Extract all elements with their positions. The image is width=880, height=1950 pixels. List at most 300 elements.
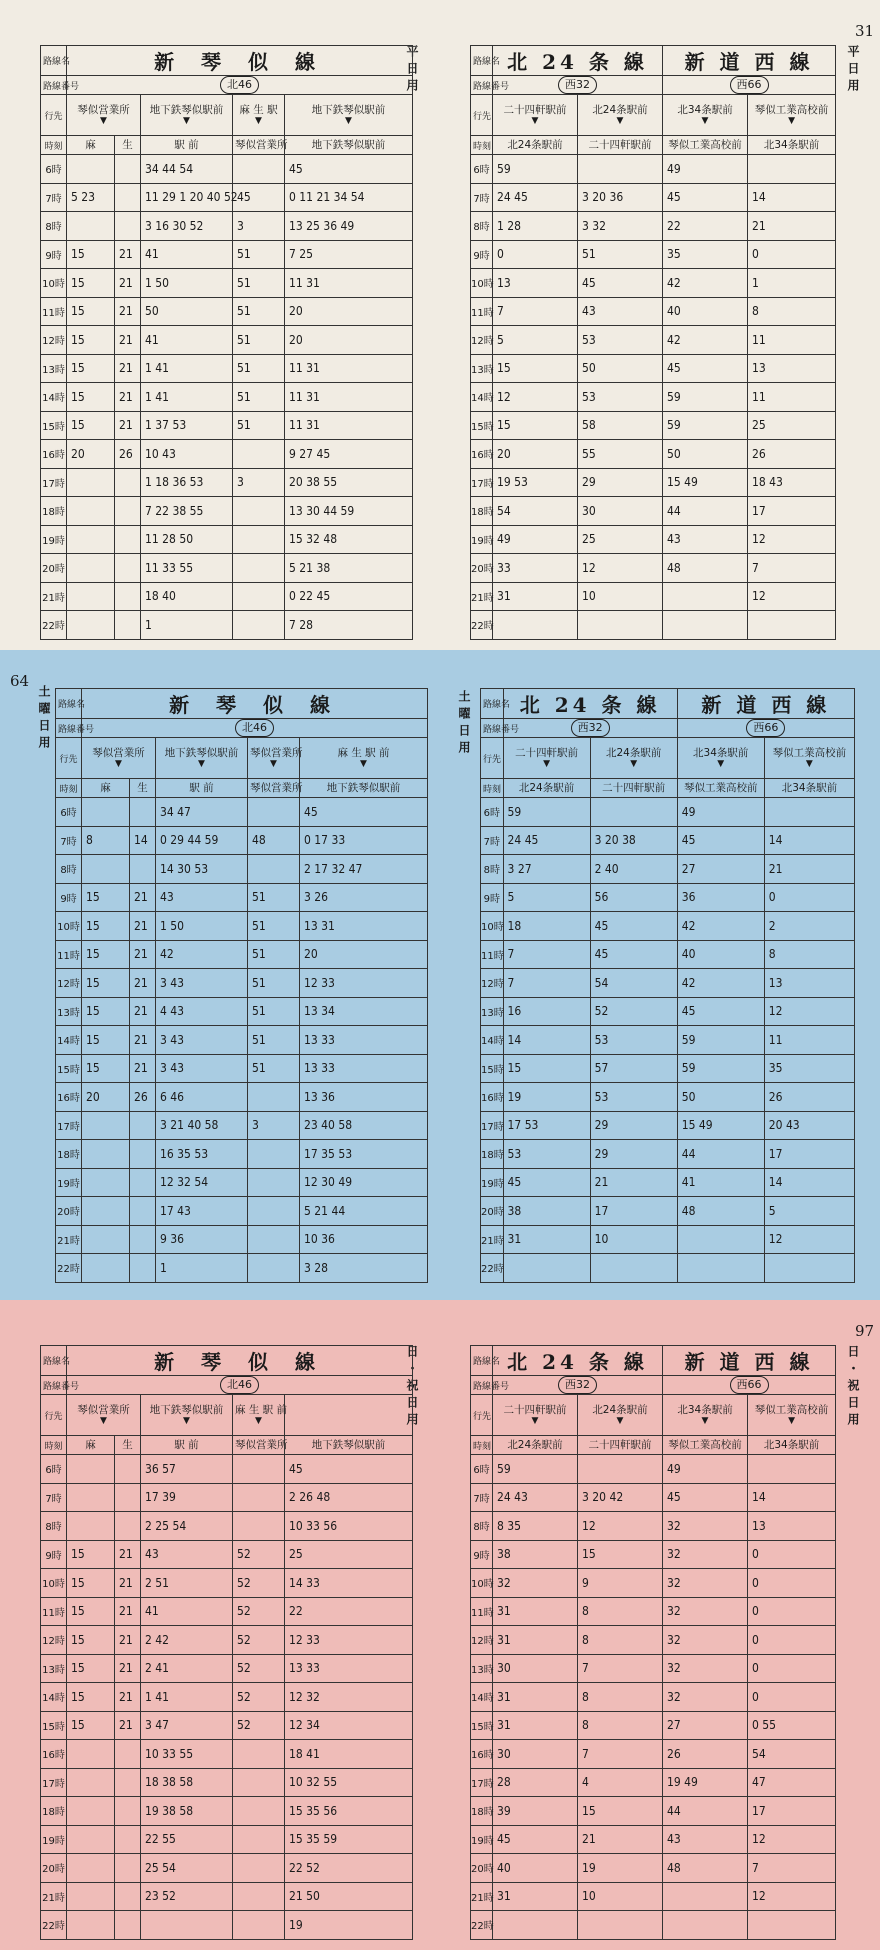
hour-cell: 16時: [41, 1740, 67, 1769]
destination-sub-1: 麻: [67, 136, 115, 155]
departure-minutes: 0: [493, 240, 578, 269]
hour-label-header: 時刻: [41, 1436, 67, 1455]
departure-minutes: 25: [578, 525, 663, 554]
departure-minutes: 28: [493, 1768, 578, 1797]
destination-sub-5: 地下鉄琴似駅前: [300, 779, 428, 798]
hour-cell: 19時: [56, 1168, 82, 1197]
departure-minutes: [748, 1455, 836, 1484]
departure-minutes: 27: [677, 855, 764, 884]
timetable-row: [56, 1083, 428, 1112]
departure-minutes: 42: [663, 326, 748, 355]
departure-minutes: 3 27: [503, 855, 590, 884]
departure-minutes: 50: [663, 440, 748, 469]
departure-minutes: 59: [663, 411, 748, 440]
departure-minutes: 51: [578, 240, 663, 269]
hour-cell: 13時: [481, 997, 504, 1026]
route-badge: 西32: [558, 1376, 597, 1394]
departure-minutes: 50: [578, 354, 663, 383]
departure-minutes: [233, 582, 285, 611]
hour-cell: 20時: [41, 554, 67, 583]
hour-cell: 14時: [41, 383, 67, 412]
departure-minutes: 32: [663, 1654, 748, 1683]
timetable-row: [471, 1825, 836, 1854]
departure-minutes: 22 52: [285, 1854, 413, 1883]
departure-minutes: 21: [130, 1054, 156, 1083]
timetable-row: [41, 383, 413, 412]
departure-minutes: 3 26: [300, 883, 428, 912]
destination-label-header: 行先: [471, 95, 493, 136]
departure-minutes: [67, 212, 115, 241]
departure-minutes: 15: [67, 1683, 115, 1712]
departure-minutes: [141, 1911, 233, 1940]
departure-minutes: 15: [493, 354, 578, 383]
destination-2: [590, 738, 677, 779]
departure-minutes: 21: [590, 1168, 677, 1197]
timetable-row: [471, 240, 836, 269]
timetable-row: [41, 1825, 413, 1854]
destination-label-header: 行先: [481, 738, 504, 779]
destination-sub-1: 北24条駅前: [493, 1436, 578, 1455]
timetable-row: [471, 354, 836, 383]
route-name-b: 新 道 西 線: [663, 1346, 836, 1376]
route-name: 新 琴 似 線: [67, 46, 413, 76]
departure-minutes: [493, 1911, 578, 1940]
departure-minutes: 51: [248, 940, 300, 969]
destination-sub-5: 地下鉄琴似駅前: [285, 1436, 413, 1455]
route-badge: 西66: [730, 1376, 769, 1394]
hour-cell: 9時: [56, 883, 82, 912]
timetable-row: [471, 1854, 836, 1883]
timetable-row: [471, 525, 836, 554]
departure-minutes: 51: [248, 912, 300, 941]
departure-minutes: 5 23: [67, 183, 115, 212]
timetable-row: [481, 1168, 855, 1197]
destination-row: [56, 738, 428, 779]
departure-minutes: [248, 1254, 300, 1283]
hour-cell: 14時: [471, 1683, 493, 1712]
departure-minutes: [663, 1911, 748, 1940]
departure-minutes: [115, 582, 141, 611]
hour-cell: 18時: [41, 1797, 67, 1826]
destination-sub-2: 生: [115, 136, 141, 155]
route-name-label: 路線名: [41, 1346, 67, 1376]
destination-4: [285, 95, 413, 136]
departure-minutes: 0 22 45: [285, 582, 413, 611]
timetable-row: [41, 554, 413, 583]
departure-minutes: 3: [233, 212, 285, 241]
departure-minutes: 58: [578, 411, 663, 440]
departure-minutes: 21 50: [285, 1882, 413, 1911]
destination-label: 北34条駅前: [677, 1404, 733, 1416]
route-badge: 北46: [220, 1376, 259, 1394]
departure-minutes: 0 55: [748, 1711, 836, 1740]
departure-minutes: 18 41: [285, 1740, 413, 1769]
departure-minutes: 26: [764, 1083, 854, 1112]
destination-sub-1: 北24条駅前: [493, 136, 578, 155]
departure-minutes: 5 21 44: [300, 1197, 428, 1226]
departure-minutes: 25: [285, 1540, 413, 1569]
departure-minutes: 31: [493, 1683, 578, 1712]
destination-2: [141, 1395, 233, 1436]
departure-minutes: 33: [493, 554, 578, 583]
departure-minutes: 11 31: [285, 269, 413, 298]
timetable-row: [481, 997, 855, 1026]
departure-minutes: [248, 798, 300, 827]
departure-minutes: 56: [590, 883, 677, 912]
timetable-row: [481, 940, 855, 969]
route-name-row: [471, 1346, 836, 1376]
departure-minutes: 7: [748, 1854, 836, 1883]
departure-minutes: 3 43: [156, 1026, 248, 1055]
departure-minutes: 59: [493, 155, 578, 184]
destination-label: 北24条駅前: [605, 747, 662, 759]
departure-minutes: 8: [578, 1683, 663, 1712]
departure-minutes: [233, 155, 285, 184]
timetable-row: [41, 1455, 413, 1484]
route-badge: 西66: [746, 719, 785, 737]
departure-minutes: 15: [67, 354, 115, 383]
hour-cell: 6時: [41, 1455, 67, 1484]
departure-minutes: 15: [67, 1711, 115, 1740]
departure-minutes: 12 34: [285, 1711, 413, 1740]
destination-sub-3: 琴似工業高校前: [663, 136, 748, 155]
route-name-a: 北 24 条 線: [503, 689, 677, 719]
departure-minutes: 14: [748, 1483, 836, 1512]
timetable-row: [56, 826, 428, 855]
right-timetable: [480, 688, 855, 1283]
hour-label-header: 時刻: [471, 1436, 493, 1455]
timetable-row: [41, 1483, 413, 1512]
departure-minutes: 42: [677, 969, 764, 998]
departure-minutes: [67, 525, 115, 554]
day-type-label: 平日用: [846, 45, 860, 96]
timetable-row: [41, 1711, 413, 1740]
departure-minutes: 15: [82, 997, 130, 1026]
departure-minutes: 43: [578, 297, 663, 326]
departure-minutes: 3: [248, 1111, 300, 1140]
departure-minutes: [130, 798, 156, 827]
destination-label: 琴似営業所: [77, 1404, 130, 1416]
destination-sub-1: 麻: [82, 779, 130, 798]
departure-minutes: 21: [130, 940, 156, 969]
departure-minutes: 15: [82, 1054, 130, 1083]
route-name: 新 琴 似 線: [82, 689, 428, 719]
hour-cell: 18時: [41, 497, 67, 526]
departure-minutes: 0: [748, 1683, 836, 1712]
departure-minutes: 19 53: [493, 468, 578, 497]
departure-minutes: 14: [130, 826, 156, 855]
departure-minutes: 2 17 32 47: [300, 855, 428, 884]
departure-minutes: 53: [590, 1026, 677, 1055]
timetable-row: [41, 1512, 413, 1541]
departure-minutes: 13 34: [300, 997, 428, 1026]
departure-minutes: 21: [115, 1711, 141, 1740]
departure-minutes: 15: [82, 969, 130, 998]
departure-minutes: 21: [578, 1825, 663, 1854]
timetable-row: [41, 1854, 413, 1883]
hour-cell: 22時: [471, 1911, 493, 1940]
hour-cell: 9時: [471, 1540, 493, 1569]
destination-3: [233, 95, 285, 136]
departure-minutes: 21: [115, 1683, 141, 1712]
destination-label: 北24条駅前: [592, 104, 648, 116]
departure-minutes: 51: [248, 997, 300, 1026]
departure-minutes: 1: [156, 1254, 248, 1283]
departure-minutes: 12 33: [285, 1626, 413, 1655]
departure-minutes: 49: [663, 1455, 748, 1484]
timetable-row: [56, 1197, 428, 1226]
departure-minutes: 21: [115, 269, 141, 298]
timetable-row: [41, 1740, 413, 1769]
right-timetable: [470, 45, 836, 640]
hour-cell: 6時: [471, 1455, 493, 1484]
departure-minutes: [82, 1225, 130, 1254]
destination-label-header: 行先: [56, 738, 82, 779]
departure-minutes: 12: [748, 1825, 836, 1854]
timetable-row: [481, 883, 855, 912]
hour-cell: 18時: [481, 1140, 504, 1169]
departure-minutes: 52: [233, 1711, 285, 1740]
destination-sub-3: 駅 前: [156, 779, 248, 798]
departure-minutes: [663, 611, 748, 640]
departure-minutes: 4 43: [156, 997, 248, 1026]
departure-minutes: 40: [663, 297, 748, 326]
departure-minutes: 48: [677, 1197, 764, 1226]
hour-cell: 19時: [41, 1825, 67, 1854]
down-arrow-icon: ▼: [701, 1416, 709, 1426]
departure-minutes: [115, 611, 141, 640]
down-arrow-icon: ▼: [270, 759, 277, 769]
departure-minutes: 45: [590, 940, 677, 969]
destination-label-header: 行先: [471, 1395, 493, 1436]
departure-minutes: 21: [115, 1654, 141, 1683]
departure-minutes: 3 16 30 52: [141, 212, 233, 241]
hour-cell: 12時: [56, 969, 82, 998]
departure-minutes: 45: [285, 1455, 413, 1484]
departure-minutes: [233, 1512, 285, 1541]
departure-minutes: 42: [677, 912, 764, 941]
departure-minutes: 21: [115, 1626, 141, 1655]
departure-minutes: [578, 611, 663, 640]
page-number: 97: [855, 1322, 875, 1340]
timetable-row: [471, 326, 836, 355]
down-arrow-icon: ▼: [100, 116, 107, 126]
timetable-row: [41, 1683, 413, 1712]
route-name-row: [471, 46, 836, 76]
destination-3: [248, 738, 303, 779]
departure-minutes: 11: [748, 383, 836, 412]
departure-minutes: 12 30 49: [300, 1168, 428, 1197]
timetable-row: [481, 1083, 855, 1112]
destination-sub-2: 生: [130, 779, 156, 798]
departure-minutes: 52: [590, 997, 677, 1026]
departure-minutes: 45: [503, 1168, 590, 1197]
down-arrow-icon: ▼: [788, 116, 795, 126]
departure-minutes: 20: [67, 440, 115, 469]
departure-minutes: [233, 1854, 285, 1883]
departure-minutes: 16: [503, 997, 590, 1026]
departure-minutes: 51: [248, 1026, 300, 1055]
departure-minutes: 14: [764, 1168, 854, 1197]
departure-minutes: 13 31: [300, 912, 428, 941]
destination-label: 麻 生 駅 前: [337, 747, 390, 759]
departure-minutes: 11 28 50: [141, 525, 233, 554]
departure-minutes: 29: [578, 468, 663, 497]
departure-minutes: 43: [663, 525, 748, 554]
destination-1: [503, 738, 590, 779]
departure-minutes: 21: [130, 912, 156, 941]
departure-minutes: 9 27 45: [285, 440, 413, 469]
hour-cell: 11時: [41, 1597, 67, 1626]
departure-minutes: [503, 1254, 590, 1283]
timetable-row: [471, 1569, 836, 1598]
departure-minutes: 11 33 55: [141, 554, 233, 583]
hour-cell: 13時: [41, 354, 67, 383]
departure-minutes: 52: [233, 1569, 285, 1598]
departure-minutes: [748, 611, 836, 640]
hour-cell: 13時: [471, 1654, 493, 1683]
departure-minutes: 17: [748, 497, 836, 526]
destination-subrow: [41, 1436, 413, 1455]
hour-cell: 21時: [481, 1225, 504, 1254]
route-number-cell: [82, 719, 428, 738]
hour-cell: 13時: [471, 354, 493, 383]
down-arrow-icon: ▼: [183, 116, 190, 126]
departure-minutes: 3 20 38: [590, 826, 677, 855]
departure-minutes: [130, 1197, 156, 1226]
departure-minutes: 50: [141, 297, 233, 326]
departure-minutes: 1 28: [493, 212, 578, 241]
destination-row: [481, 738, 855, 779]
hour-cell: 10時: [471, 269, 493, 298]
timetable-row: [471, 183, 836, 212]
hour-cell: 8時: [41, 212, 67, 241]
departure-minutes: 49: [677, 798, 764, 827]
hour-cell: 17時: [471, 1768, 493, 1797]
day-type-label: 日・祝日用: [846, 1345, 860, 1430]
hour-cell: 15時: [56, 1054, 82, 1083]
timetable-row: [471, 1711, 836, 1740]
departure-minutes: [248, 1140, 300, 1169]
route-name-b: 新 道 西 線: [677, 689, 854, 719]
departure-minutes: 11 31: [285, 383, 413, 412]
departure-minutes: 9 36: [156, 1225, 248, 1254]
departure-minutes: 31: [493, 582, 578, 611]
departure-minutes: 2 42: [141, 1626, 233, 1655]
departure-minutes: [67, 1797, 115, 1826]
left-timetable: [40, 45, 413, 640]
departure-minutes: 54: [493, 497, 578, 526]
departure-minutes: 4: [578, 1768, 663, 1797]
departure-minutes: [67, 468, 115, 497]
departure-minutes: 14: [748, 183, 836, 212]
route-name-label: 路線名: [481, 689, 504, 719]
departure-minutes: 48: [663, 1854, 748, 1883]
departure-minutes: 19: [578, 1854, 663, 1883]
departure-minutes: [233, 525, 285, 554]
timetable-row: [41, 326, 413, 355]
departure-minutes: 21: [115, 354, 141, 383]
down-arrow-icon: ▼: [630, 759, 638, 769]
departure-minutes: 15: [67, 326, 115, 355]
departure-minutes: 32: [663, 1512, 748, 1541]
timetable-row: [481, 1026, 855, 1055]
timetable-row: [56, 1254, 428, 1283]
timetable-row: [471, 1911, 836, 1940]
destination-3: [663, 95, 748, 136]
departure-minutes: [115, 468, 141, 497]
departure-minutes: [590, 798, 677, 827]
departure-minutes: 41: [141, 1597, 233, 1626]
route-number-cell-a: [503, 719, 677, 738]
departure-minutes: 21: [130, 997, 156, 1026]
departure-minutes: 18 40: [141, 582, 233, 611]
departure-minutes: 15: [82, 883, 130, 912]
departure-minutes: [590, 1254, 677, 1283]
departure-minutes: 15: [67, 269, 115, 298]
departure-minutes: 0: [748, 1569, 836, 1598]
hour-cell: 18時: [56, 1140, 82, 1169]
departure-minutes: [130, 1225, 156, 1254]
departure-minutes: [67, 1483, 115, 1512]
down-arrow-icon: ▼: [701, 116, 709, 126]
departure-minutes: [115, 212, 141, 241]
destination-4: [748, 95, 836, 136]
hour-cell: 8時: [56, 855, 82, 884]
departure-minutes: 13 33: [300, 1054, 428, 1083]
departure-minutes: 13: [748, 1512, 836, 1541]
departure-minutes: 41: [677, 1168, 764, 1197]
departure-minutes: 42: [663, 269, 748, 298]
departure-minutes: 32: [493, 1569, 578, 1598]
hour-cell: 16時: [471, 1740, 493, 1769]
destination-label: 琴似工業高校前: [754, 1404, 829, 1416]
route-name-a: 北 24 条 線: [493, 1346, 663, 1376]
departure-minutes: [67, 554, 115, 583]
route-name-label: 路線名: [471, 1346, 493, 1376]
departure-minutes: 45: [493, 1825, 578, 1854]
departure-minutes: 10 33 56: [285, 1512, 413, 1541]
departure-minutes: [115, 1483, 141, 1512]
departure-minutes: 20 38 55: [285, 468, 413, 497]
departure-minutes: 31: [503, 1225, 590, 1254]
departure-minutes: 53: [578, 326, 663, 355]
destination-row: [471, 95, 836, 136]
departure-minutes: 15 49: [663, 468, 748, 497]
departure-minutes: 40: [493, 1854, 578, 1883]
departure-minutes: 15: [503, 1054, 590, 1083]
departure-minutes: 10 32 55: [285, 1768, 413, 1797]
departure-minutes: [115, 155, 141, 184]
departure-minutes: 31: [493, 1882, 578, 1911]
departure-minutes: [578, 155, 663, 184]
departure-minutes: 54: [748, 1740, 836, 1769]
departure-minutes: 52: [233, 1597, 285, 1626]
destination-subrow: [56, 779, 428, 798]
departure-minutes: 11: [764, 1026, 854, 1055]
departure-minutes: 29: [590, 1111, 677, 1140]
departure-minutes: 39: [493, 1797, 578, 1826]
departure-minutes: 51: [248, 969, 300, 998]
timetable-row: [41, 611, 413, 640]
departure-minutes: 38: [493, 1540, 578, 1569]
departure-minutes: 45: [677, 826, 764, 855]
hour-cell: 15時: [471, 1711, 493, 1740]
departure-minutes: 15: [67, 240, 115, 269]
departure-minutes: 13 25 36 49: [285, 212, 413, 241]
hour-cell: 20時: [56, 1197, 82, 1226]
destination-label: 琴似営業所: [250, 747, 303, 759]
